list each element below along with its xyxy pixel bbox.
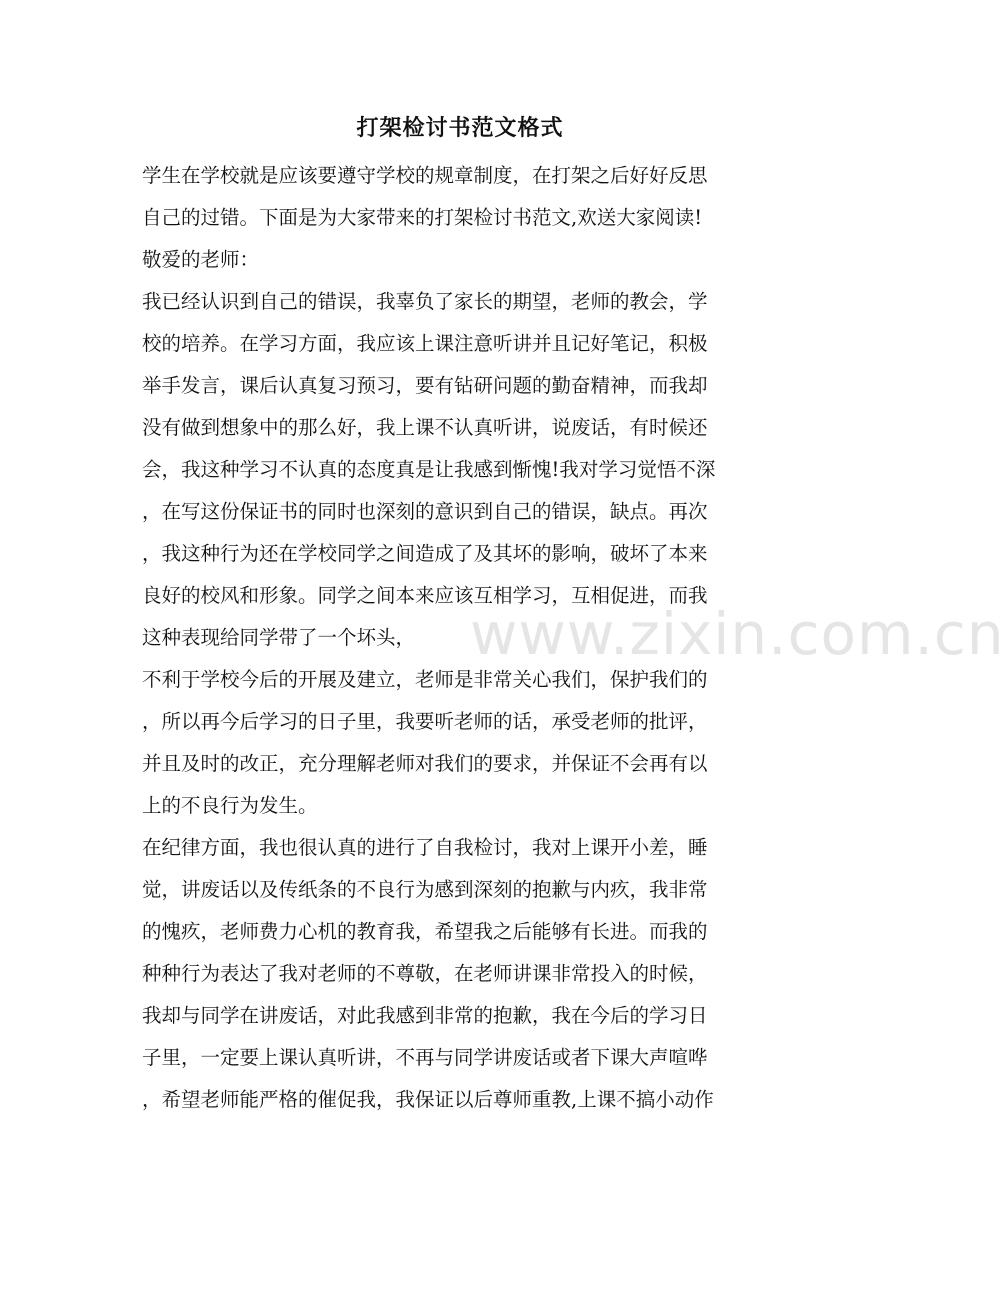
text-line: 不利于学校今后的开展及建立，老师是非常关心我们，保护我们的: [142, 668, 708, 691]
text-line: ，我这种行为还在学校同学之间造成了及其坏的影响，破坏了本来: [142, 542, 708, 565]
text-line: 校的培养。在学习方面，我应该上课注意听讲并且记好笔记，积极: [142, 332, 708, 355]
text-line: 的愧疚，老师费力心机的教育我，希望我之后能够有长进。而我的: [142, 920, 708, 943]
text-line: 会，我这种学习不认真的态度真是让我感到惭愧!我对学习觉悟不深: [142, 458, 716, 481]
text-line: 这种表现给同学带了一个坏头，: [142, 626, 416, 649]
text-line: 上的不良行为发生。: [142, 794, 318, 817]
document-title: 打架检讨书范文格式: [356, 115, 564, 141]
text-line: 我已经认识到自己的错误，我辜负了家长的期望，老师的教会，学: [142, 290, 708, 313]
text-line: 子里，一定要上课认真听讲，不再与同学讲废话或者下课大声喧哗: [142, 1046, 708, 1069]
text-line: 在纪律方面，我也很认真的进行了自我检讨，我对上课开小差，睡: [142, 836, 708, 859]
text-line: 学生在学校就是应该要遵守学校的规章制度，在打架之后好好反思: [142, 164, 708, 187]
watermark: www.zixin.com.cn: [470, 600, 1005, 668]
text-line: 觉，讲废话以及传纸条的不良行为感到深刻的抱歉与内疚，我非常: [142, 878, 708, 901]
text-line: ，在写这份保证书的同时也深刻的意识到自己的错误，缺点。再次: [142, 500, 708, 523]
text-line: 良好的校风和形象。同学之间本来应该互相学习，互相促进，而我: [142, 584, 708, 607]
text-line: 没有做到想象中的那么好，我上课不认真听讲，说废话，有时候还: [142, 416, 708, 439]
text-line: 种种行为表达了我对老师的不尊敬，在老师讲课非常投入的时候，: [142, 962, 708, 985]
document-body: [142, 155, 782, 1121]
text-line: 举手发言，课后认真复习预习，要有钻研问题的勤奋精神，而我却: [142, 374, 708, 397]
text-line: 自己的过错。下面是为大家带来的打架检讨书范文,欢送大家阅读!: [142, 206, 703, 229]
text-line: ，所以再今后学习的日子里，我要听老师的话，承受老师的批评，: [142, 710, 708, 733]
text-line: 并且及时的改正，充分理解老师对我们的要求，并保证不会再有以: [142, 752, 708, 775]
salutation: 敬爱的老师：: [142, 248, 260, 271]
text-line: ，希望老师能严格的催促我，我保证以后尊师重教,上课不搞小动作: [142, 1088, 714, 1111]
text-line: 我却与同学在讲废话，对此我感到非常的抱歉，我在今后的学习日: [142, 1004, 708, 1027]
